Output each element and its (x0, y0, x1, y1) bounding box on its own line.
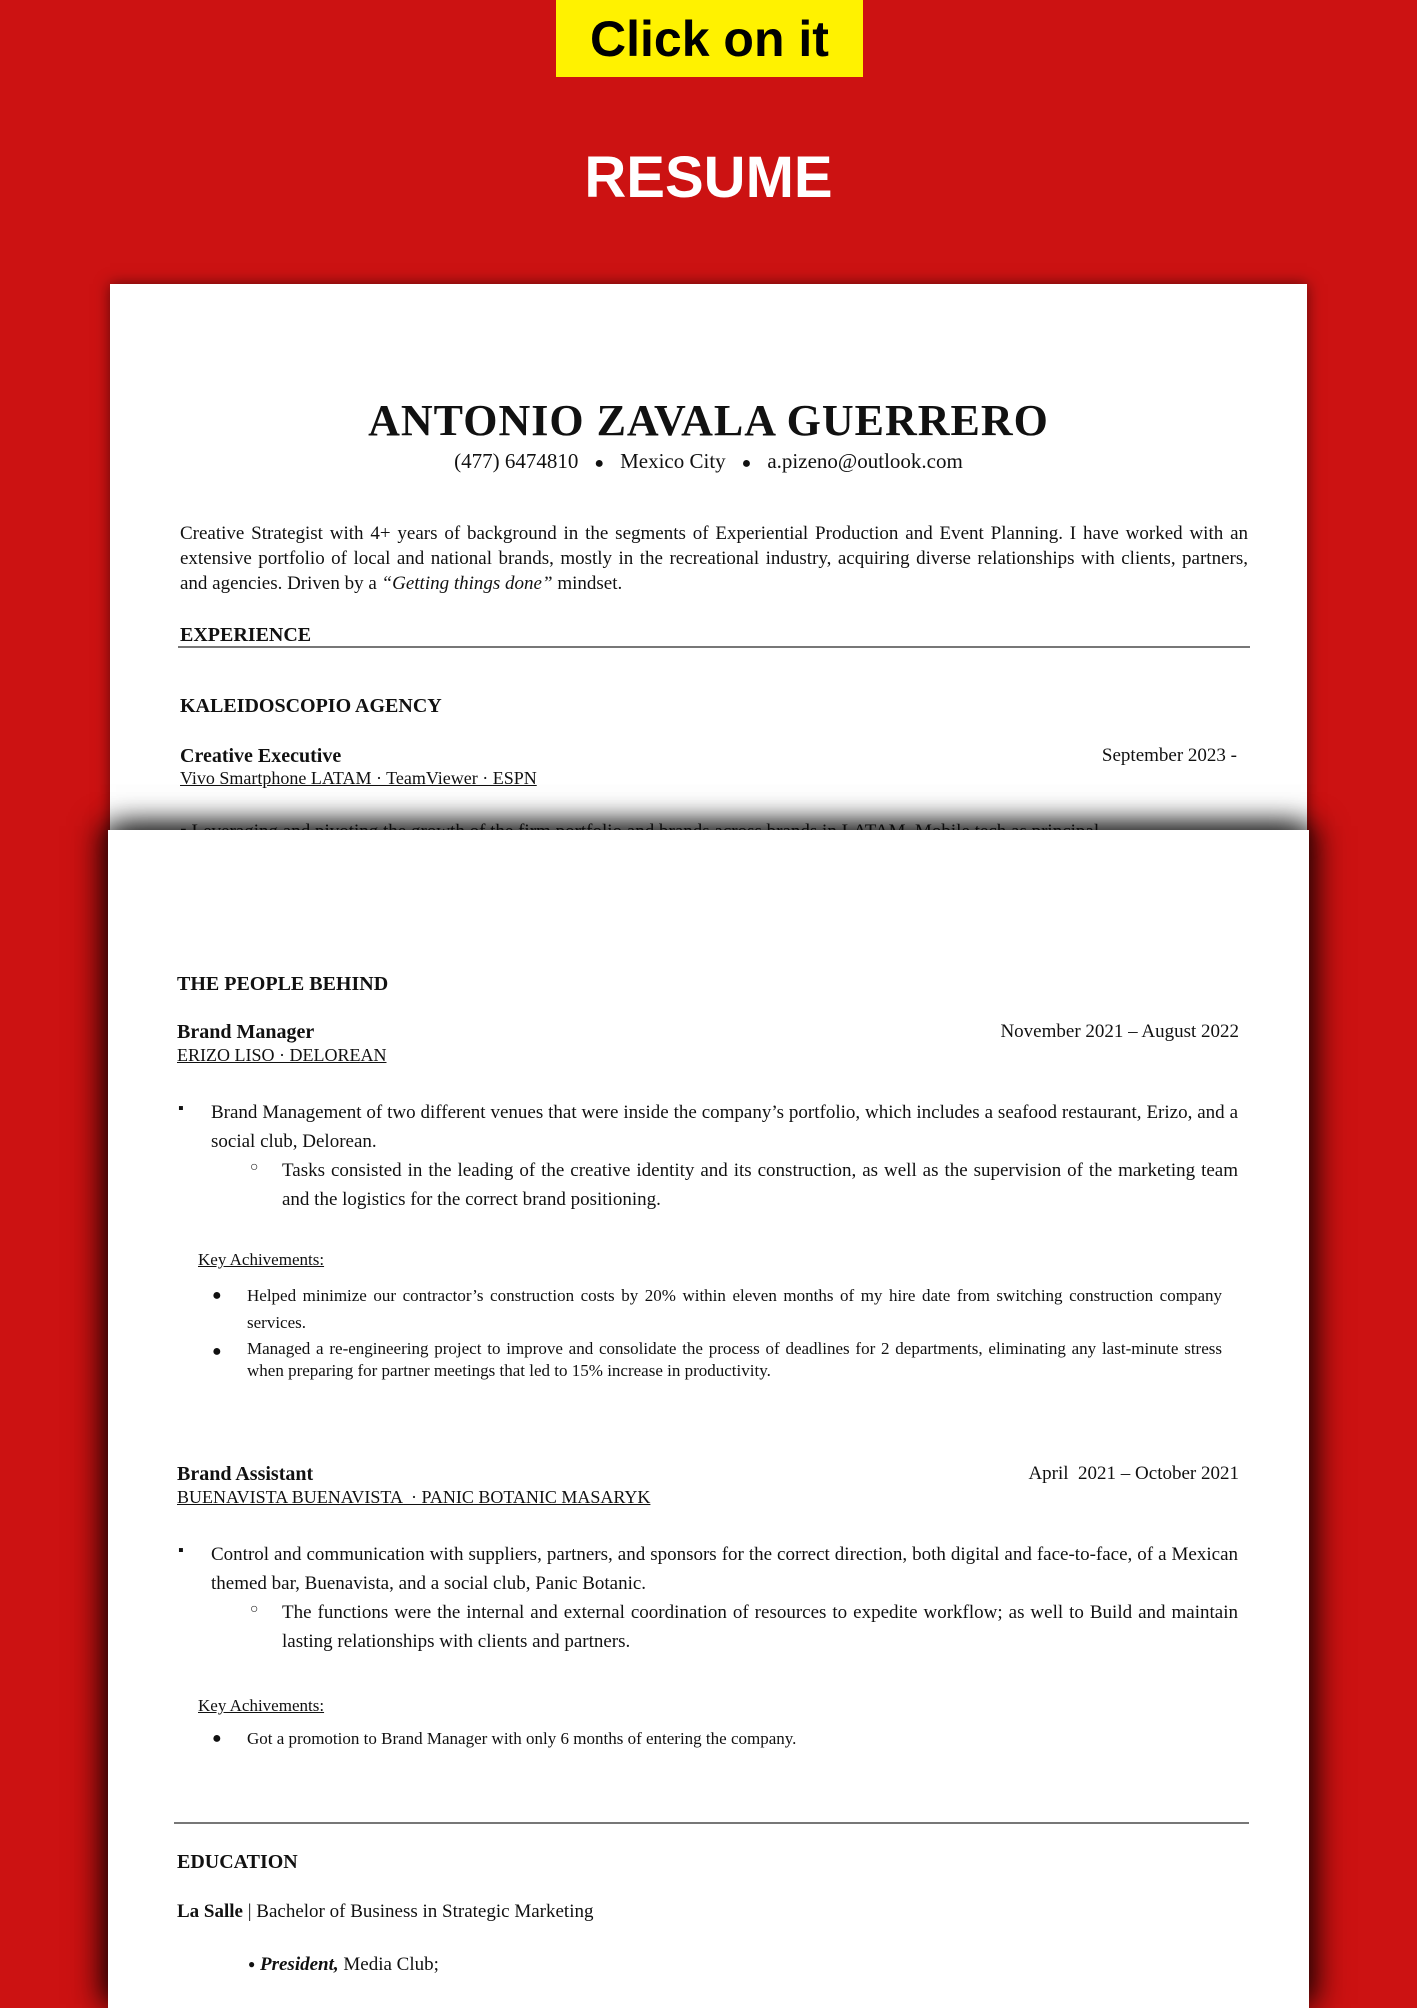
company-name: KALEIDOSCOPIO AGENCY (180, 695, 442, 717)
resume-page-2 (108, 830, 1309, 2008)
experience-title: EXPERIENCE (180, 624, 312, 646)
job-sub-description: The functions were the internal and external coordination of resources to expedite workflow; as well to Build and maintain lasting relationships with clients and partners. (282, 1602, 1238, 1652)
city: Mexico City (620, 449, 726, 473)
dot-bullet-icon: ● (212, 1343, 222, 1360)
separator-dot: ● (594, 455, 605, 472)
circle-bullet-icon: ○ (250, 1602, 259, 1617)
key-achievements-label: Key Achivements: (198, 1696, 325, 1715)
profile-summary: Creative Strategist with 4+ years of background in the segments of Experiential Production and Event Planning. I have worked with an extensive portfolio of local and national brands, mostly in the recreational industry, acquiring diverse relationships with clients, partners, and agencies. Driven by a “Getting things done” mindset. (180, 523, 1248, 594)
education-item-text: Media Club; (338, 1954, 439, 1975)
job-sub-description: Tasks consisted in the leading of the creative identity and its construction, as well as the supervision of the marketing team and the logistics for the correct brand positioning. (282, 1160, 1238, 1210)
circle-bullet-icon: ○ (250, 1160, 259, 1175)
dot-bullet-icon: ● (212, 1287, 222, 1304)
phone: (477) 6474810 (454, 449, 579, 473)
achievement-item: Helped minimize our contractor’s construction costs by 20% within eleven months of my hire date from switching construction company services. (247, 1286, 1222, 1332)
education-item-role: President, (260, 1954, 339, 1975)
job-date: April 2021 – October 2021 (1028, 1463, 1239, 1484)
square-bullet-icon: ▪ (178, 1100, 184, 1117)
school-name: La Salle (177, 1901, 243, 1922)
candidate-name: ANTONIO ZAVALA GUERRERO (368, 396, 1049, 445)
page-heading: RESUME (584, 145, 833, 210)
pipe-separator: | (247, 1901, 252, 1922)
square-bullet-icon: ▪ (178, 1542, 184, 1559)
job-role: Brand Assistant (177, 1463, 314, 1485)
education-line (177, 1900, 593, 1924)
job-clients: Vivo Smartphone LATAM · TeamViewer · ESPN (180, 768, 537, 788)
achievement-item: Got a promotion to Brand Manager with only 6 months of entering the company. (247, 1729, 797, 1748)
job-description: Control and communication with suppliers, partners, and sponsors for the correct direction, both digital and face-to-face, of a Mexican themed bar, Buenavista, and a social club, Panic Botanic. (211, 1544, 1238, 1594)
email: a.pizeno@outlook.com (767, 449, 963, 473)
separator-dot: ● (741, 455, 752, 472)
key-achievements-label: Key Achivements: (198, 1250, 325, 1269)
section-divider (178, 646, 1250, 648)
summary-italic: “Getting things done” (381, 573, 553, 594)
education-item (248, 1952, 439, 1977)
job-description: Brand Management of two different venues that were inside the company’s portfolio, which includes a seafood restaurant, Erizo, and a social club, Delorean. (211, 1102, 1238, 1152)
job-date: November 2021 – August 2022 (1000, 1021, 1239, 1042)
education-title: EDUCATION (177, 1851, 298, 1873)
section-divider (174, 1822, 1249, 1824)
dot-bullet-icon: ● (212, 1730, 222, 1747)
job-brands: BUENAVISTA BUENAVISTA · PANIC BOTANIC MASARYK (177, 1487, 651, 1507)
resume-page-1 (110, 284, 1307, 844)
job-date: September 2023 - (1101, 745, 1237, 766)
click-on-it-button[interactable]: Click on it (556, 0, 863, 77)
achievement-item: Managed a re-engineering project to improve and consolidate the process of deadlines for 2 departments, eliminating any last-minute stress when preparing for partner meetings that led to 15% increase in productivity. (247, 1339, 1222, 1380)
job-role: Creative Executive (180, 745, 342, 767)
contact-line (110, 448, 1307, 477)
degree: Bachelor of Business in Strategic Marketing (256, 1901, 594, 1922)
dot-bullet-icon: ● (248, 1957, 256, 1971)
company-name: THE PEOPLE BEHIND (177, 973, 389, 995)
job-role: Brand Manager (177, 1021, 315, 1043)
job-brands: ERIZO LISO · DELOREAN (177, 1045, 387, 1065)
